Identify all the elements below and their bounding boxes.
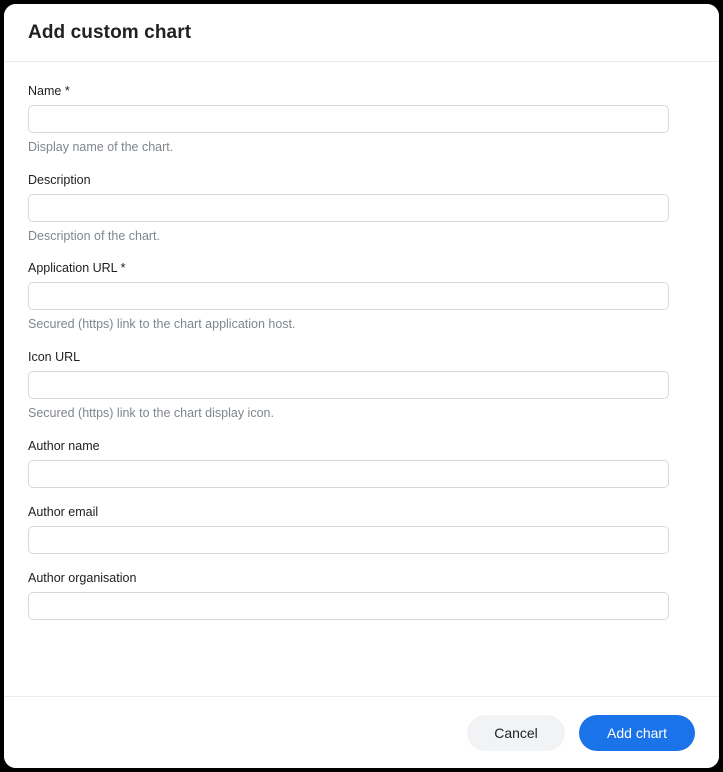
author-email-input[interactable] xyxy=(28,526,669,554)
field-label-icon-url: Icon URL xyxy=(28,349,81,364)
icon-url-input[interactable] xyxy=(28,371,669,399)
field-label-author-email: Author email xyxy=(28,504,99,519)
author-organisation-input[interactable] xyxy=(28,592,669,620)
field-application-url xyxy=(28,261,695,333)
field-author-organisation xyxy=(28,571,695,620)
author-name-input[interactable] xyxy=(28,460,669,488)
add-custom-chart-dialog xyxy=(4,4,719,768)
field-label-name: Name * xyxy=(28,84,70,98)
description-input[interactable] xyxy=(28,194,669,222)
field-label-description: Description xyxy=(28,172,91,187)
field-help-icon-url: Secured (https) link to the chart display icon. xyxy=(28,405,274,420)
field-label-author-organisation: Author organisation xyxy=(28,570,137,585)
field-help-name: Display name of the chart. xyxy=(28,140,174,154)
dialog-footer xyxy=(4,696,719,768)
add-chart-button[interactable]: Add chart xyxy=(579,715,695,751)
page-title: Add custom chart xyxy=(28,21,192,43)
field-label-application-url: Application URL * xyxy=(28,261,126,276)
field-name xyxy=(28,84,695,156)
dialog-body xyxy=(4,62,719,696)
field-author-name xyxy=(28,439,695,488)
field-description xyxy=(28,173,695,245)
field-label-author-name: Author name xyxy=(28,438,100,453)
field-help-description: Description of the chart. xyxy=(28,228,161,243)
field-help-application-url: Secured (https) link to the chart application host. xyxy=(28,317,296,332)
field-icon-url xyxy=(28,350,695,422)
field-author-email xyxy=(28,505,695,554)
application-url-input[interactable] xyxy=(28,282,669,310)
dialog-header xyxy=(4,4,719,62)
name-input[interactable] xyxy=(28,105,669,133)
cancel-button[interactable]: Cancel xyxy=(467,715,565,751)
